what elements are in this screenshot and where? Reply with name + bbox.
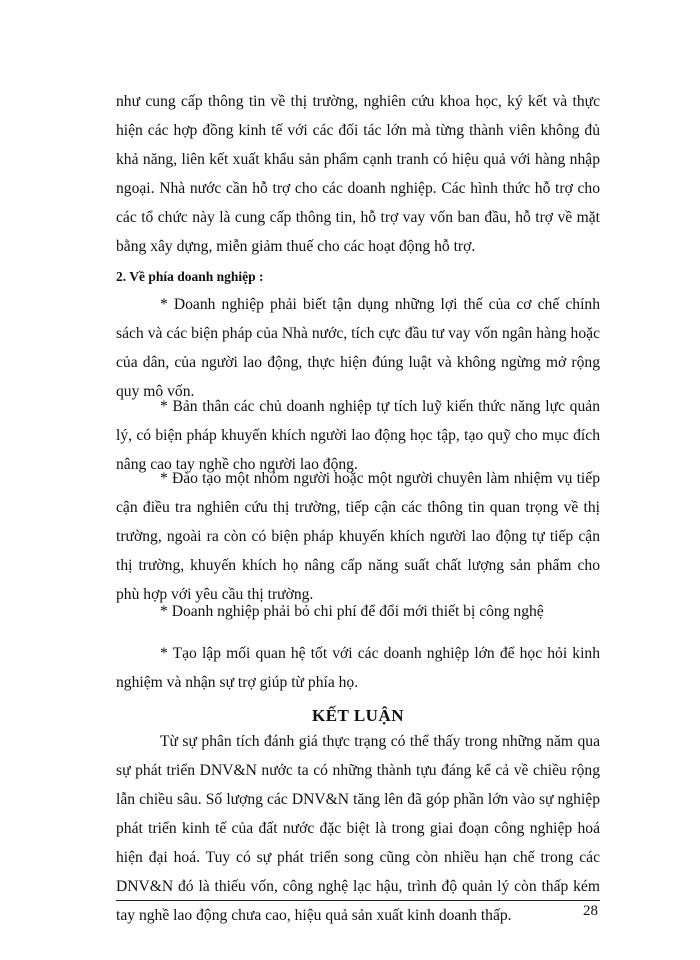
section-heading: 2. Về phía doanh nghiệp : bbox=[116, 269, 264, 284]
bullet-paragraph-1: * Doanh nghiệp phải biết tận dụng những lợi thế của cơ chế chính sách và các biện pháp của Nhà nước, tích cực đầu tư vay vốn ngân hàng hoặc của dân, của người lao động, thực hiện đúng luật và không ngừng mở rộng quy mô vốn. bbox=[116, 296, 600, 400]
conclusion-paragraph: Từ sự phân tích đánh giá thực trạng có thể thấy trong những năm qua sự phát triển DNV&N nước ta có những thành tựu đáng kể cả về chiều rộng lẫn chiều sâu. Số lượng các DNV&N tăng lên đã góp phần lớn vào sự nghiệp phát triển kinh tế của đất nước đặc biệt là trong giai đoạn công nghiệp hoá hiện đại hoá. Tuy có sự phát triển song cũng còn nhiều hạn chế trong các DNV&N đó là thiếu vốn, công nghệ lạc hậu, trình độ quản lý còn thấp kém tay nghề lao động chưa cao, hiệu quả sản xuất kinh doanh thấp. bbox=[116, 733, 600, 924]
bullet-paragraph-4: * Doanh nghiệp phải bỏ chi phí để đổi mới thiết bị công nghệ bbox=[160, 603, 544, 620]
bullet-paragraph-5: * Tạo lập mối quan hệ tốt với các doanh nghiệp lớn để học hỏi kinh nghiệm và nhận sự trợ giúp từ phía họ. bbox=[116, 645, 600, 691]
footer-divider bbox=[116, 900, 600, 901]
bullet-paragraph-2: * Bản thân các chủ doanh nghiệp tự tích luỹ kiến thức năng lực quản lý, có biện pháp khuyến khích người lao động học tập, tạo quỹ cho mục đích nâng cao tay nghề cho người lao động. bbox=[116, 398, 600, 473]
body-paragraph-continued: như cung cấp thông tin về thị trường, nghiên cứu khoa học, ký kết và thực hiện các hợp đồng kinh tế với các đối tác lớn mà từng thành viên không đủ khả năng, liên kết xuất khẩu sản phẩm cạnh tranh có hiệu quả với hàng nhập ngoại. Nhà nước cần hỗ trợ cho các doanh nghiệp. Các hình thức hỗ trợ cho các tổ chức này là cung cấp thông tin, hỗ trợ vay vốn ban đầu, hỗ trợ về mặt bằng xây dựng, miễn giảm thuế cho các hoạt động hỗ trợ. bbox=[116, 93, 600, 255]
bullet-paragraph-3: * Đào tạo một nhóm người hoặc một người chuyên làm nhiệm vụ tiếp cận điều tra nghiên cứu thị trường, tiếp cận các thông tin quan trọng về thị trường, ngoài ra còn có biện pháp khuyến khích người lao động tự tiếp cận thị trường, khuyến khích họ nâng cấp năng suất chất lượng sản phẩm cho phù hợp với yêu cầu thị trường. bbox=[116, 470, 600, 603]
conclusion-title: KẾT LUẬN bbox=[311, 706, 404, 725]
page-number: 28 bbox=[583, 903, 598, 919]
